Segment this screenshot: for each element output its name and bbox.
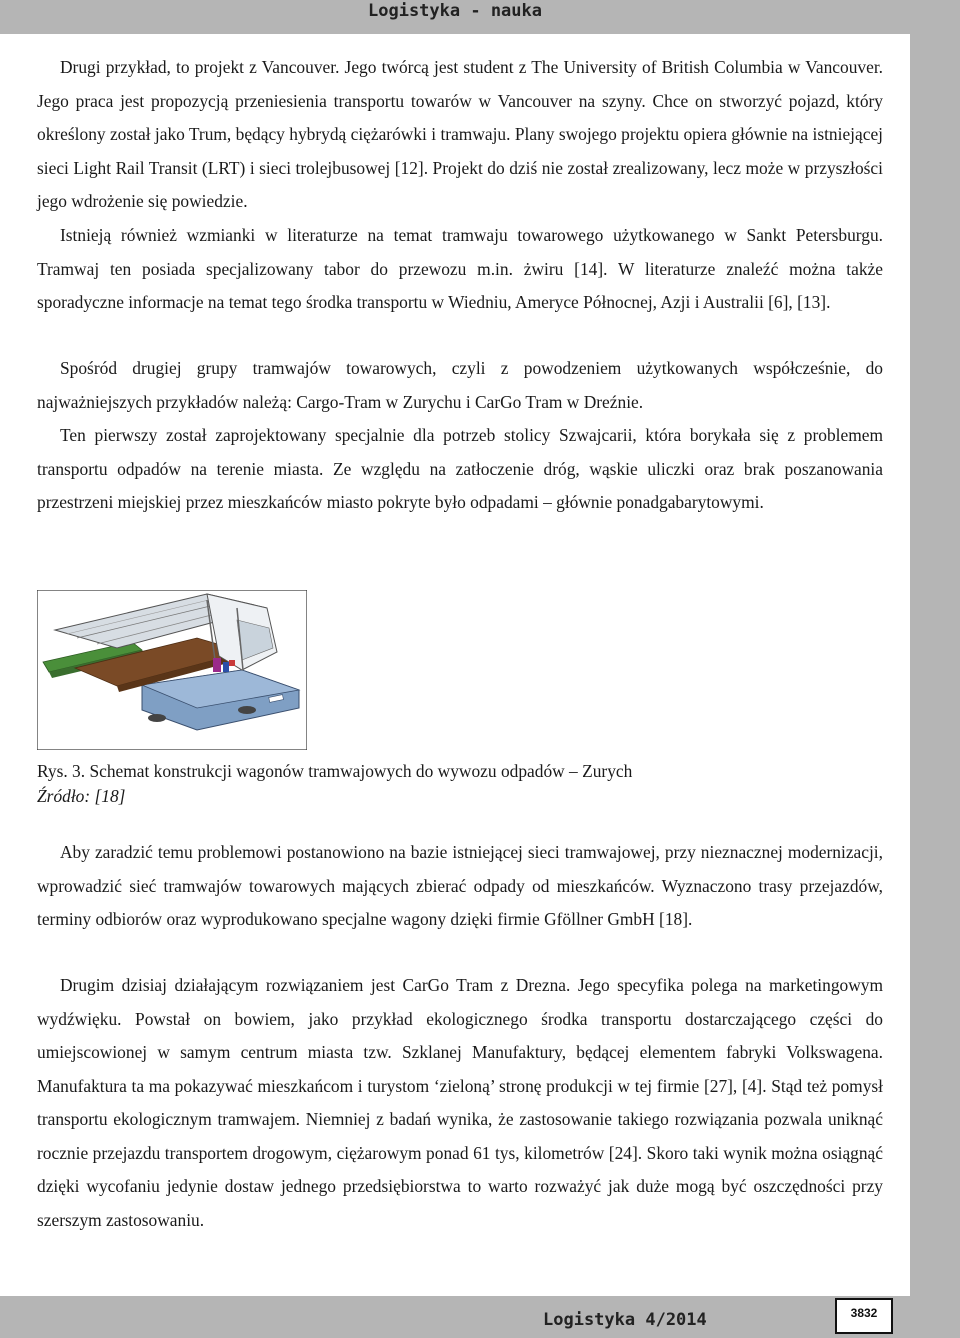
page-content xyxy=(0,34,910,1296)
paragraph-zurich-solution: Aby zaradzić temu problemowi postanowiono na bazie istniejącej sieci tramwajowej, przy nieznacznej modernizacji, wprowadzić sieć tramwajów towarowych mających zbierać odpady od mieszkańców. Wyznaczono trasy przejazdów, terminy odbiorów oraz wyprodukowano specjalne wagony dzięki firmie Gföllner GmbH [18]. xyxy=(37,842,883,929)
page-number: 3832 xyxy=(850,1306,878,1320)
paragraph-dresden: Drugim dzisiaj działającym rozwiązaniem jest CarGo Tram z Drezna. Jego specyfika polega na marketingowym wydźwięku. Powstał on bowiem, jako przykład ekologicznego środka transportu dostarczającego części do umiejscowionej w samym centrum miasta tzw. Szklanej Manufaktury, będącej elementem fabryki Volkswagena. Manufaktura ta ma pokazywać mieszkańcom i turystom ‘zieloną’ stronę produkcji w tej firmie [27], [4]. Stąd też pomysł transportu ekologicznym tramwajem. Niemniej z badań wynika, że zastosowanie takiego rozwiązania pozwala uniknąć rocznie przejazdu transportem drogowym, ciężarowym ponad 61 tys, kilometrów [24]. Skoro taki wynik można osiągnąć dzięki wycofaniu jedynie dostaw jednego przedsiębiorstwa to warto rozważyć jak duże mogą być oszczędności przy szerszym zastosowaniu. xyxy=(37,975,883,1230)
paragraph-second-group: Spośród drugiej grupy tramwajów towarowych, czyli z powodzeniem użytkowanych współcześnie, do najważniejszych przykładów należą: Cargo-Tram w Zurychu i CarGo Tram w Dreźnie. xyxy=(37,358,883,412)
paragraph-petersburg: Istnieją również wzmianki w literaturze na temat tramwaju towarowego użytkowanego w Sankt Petersburgu. Tramwaj ten posiada specjalizowany tabor do przewozu m.in. żwiru [14]. W literaturze znaleźć można także sporadyczne informacje na temat tego środka transportu w Wiedniu, Ameryce Północnej, Azji i Australii [6], [13]. xyxy=(37,225,883,312)
footer-band xyxy=(0,1296,960,1338)
paragraph-vancouver: Drugi przykład, to projekt z Vancouver. Jego twórcą jest student z The University of British Columbia w Vancouver. Jego praca jest propozycją przeniesienia transportu towarów w Vancouver na szyny. Chce on stworzyć pojazd, który określony został jako Trum, będący hybrydą ciężarówki i tramwaju. Plany swojego projektu opiera głównie na istniejącej sieci Light Rail Transit (LRT) i sieci trolejbusowej [12]. Projekt do dziś nie został zrealizowany, lecz może w przyszłości jego wdrożenie się powiedzie. xyxy=(37,57,883,211)
tram-wagon-illustration xyxy=(37,590,307,750)
page-number-box xyxy=(835,1298,893,1334)
figure-source: Źródło: [18] xyxy=(37,786,126,806)
running-header: Logistyka - nauka xyxy=(368,1,542,21)
right-margin-band xyxy=(910,0,960,1338)
journal-footer: Logistyka 4/2014 xyxy=(543,1310,707,1330)
figure-caption: Rys. 3. Schemat konstrukcji wagonów tramwajowych do wywozu odpadów – Zurych xyxy=(37,761,633,781)
paragraph-zurich: Ten pierwszy został zaprojektowany specjalnie dla potrzeb stolicy Szwajcarii, która borykała się z problemem transportu odpadów na terenie miasta. Ze względu na zatłoczenie dróg, wąskie uliczki oraz brak poszanowania przestrzeni miejskiej przez mieszkańców miasto pokryte było odpadami – głównie ponadgabarytowymi. xyxy=(37,425,883,512)
tram-wagon-schematic-figure xyxy=(37,590,307,750)
